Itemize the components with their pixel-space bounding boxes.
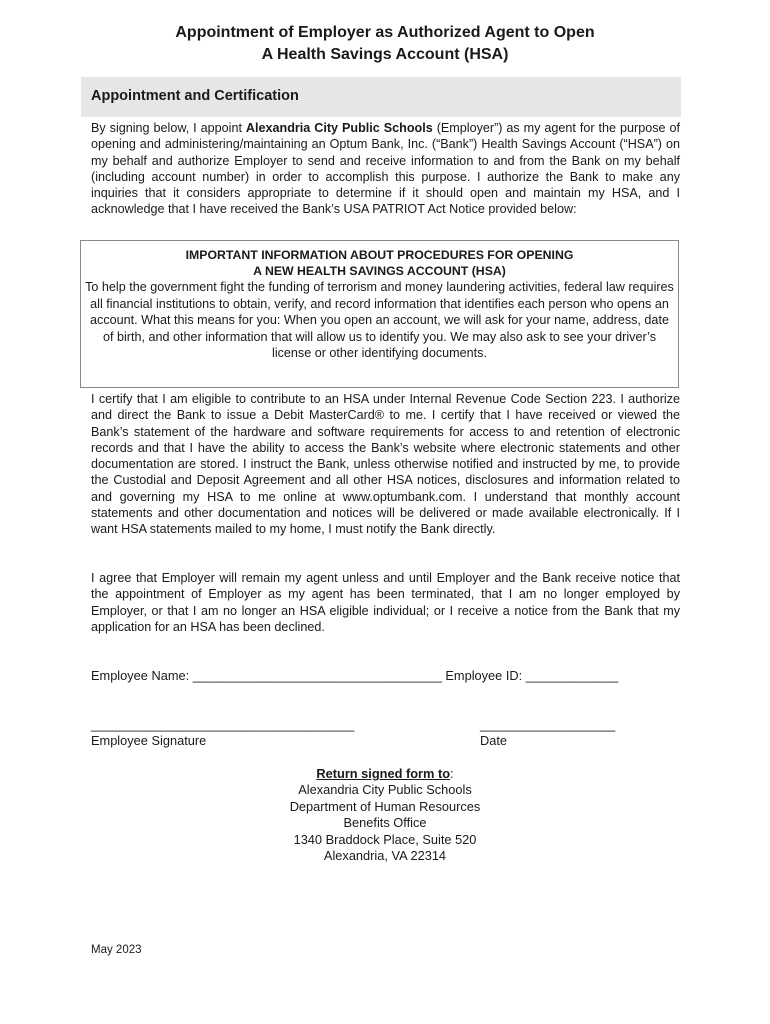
employee-name-label: Employee Name: bbox=[91, 668, 190, 683]
notice-heading-line-2: A NEW HEALTH SAVINGS ACCOUNT (HSA) bbox=[253, 264, 506, 278]
employer-name: Alexandria City Public Schools bbox=[245, 121, 433, 135]
revision-date: May 2023 bbox=[91, 944, 142, 956]
section-header-bar bbox=[81, 77, 681, 117]
return-colon: : bbox=[450, 766, 454, 781]
appointment-paragraph bbox=[91, 120, 680, 218]
return-address-block bbox=[180, 766, 590, 864]
agreement-paragraph: I agree that Employer will remain my agent unless and until Employer and the Bank receive notice that the appointment of Employer as my agent has been terminated, that I am no longer employed by Employer, or that I am no longer an HSA eligible individual; or I receive a notice from the Bank that my application for an HSA has been declined. bbox=[91, 571, 680, 634]
return-line-3: Benefits Office bbox=[343, 815, 427, 831]
notice-heading-line-1: IMPORTANT INFORMATION ABOUT PROCEDURES FOR OPENING bbox=[185, 248, 574, 262]
return-line-2: Department of Human Resources bbox=[289, 798, 481, 814]
date-input[interactable]: ___________________ bbox=[480, 717, 616, 732]
title-line-1: Appointment of Employer as Authorized Agent to Open bbox=[175, 24, 595, 41]
appointment-text-start: By signing below, I appoint bbox=[91, 121, 246, 135]
employee-id-label: Employee ID: bbox=[445, 668, 523, 683]
employee-name-input[interactable]: ___________________________________ bbox=[192, 668, 442, 683]
certification-paragraph: I certify that I am eligible to contribute to an HSA under Internal Revenue Code Section 223. I authorize and direct the Bank to issue a Debit MasterCard® to me. I certify that I have received or viewed the Bank’s statement of the hardware and software requirements for access to and retention of electronic records and that I have the ability to access the Bank’s website where electronic statements and other documentation are stored. I instruct the Bank, unless otherwise notified and instructed by me, to provide the Custodial and Deposit Agreement and all other HSA notices, disclosures and information related to and governing my HSA to me online at www.optumbank.com. I understand that monthly account statements and other documentation and notices will be delivered or made available electronically. If I want HSA statements mailed to my home, I must notify the Bank directly. bbox=[91, 392, 680, 537]
return-line-4: 1340 Braddock Place, Suite 520 bbox=[293, 831, 477, 847]
date-label: Date bbox=[480, 733, 508, 748]
notice-body: To help the government fight the funding of terrorism and money laundering activities, federal law requires all financial institutions to obtain, verify, and record information that identifies each person who opens an account. What this means for you: When you open an account, we will ask for your name, address, date of birth, and other information that will allow us to identify you. We may also ask to see your driver’s license or other identifying documents. bbox=[85, 280, 674, 360]
return-line-5: Alexandria, VA 22314 bbox=[323, 848, 447, 864]
document-title bbox=[80, 22, 690, 66]
return-heading bbox=[180, 766, 590, 782]
employee-name-row bbox=[91, 668, 618, 683]
signature-input[interactable]: _____________________________________ bbox=[91, 717, 355, 732]
title-line-2: A Health Savings Account (HSA) bbox=[261, 46, 509, 63]
employee-id-input[interactable]: _____________ bbox=[525, 668, 619, 683]
return-title: Return signed form to bbox=[316, 766, 451, 781]
signature-label: Employee Signature bbox=[91, 733, 207, 748]
return-line-1: Alexandria City Public Schools bbox=[298, 782, 472, 798]
notice-heading bbox=[81, 247, 678, 279]
appointment-text-end: (Employer”) as my agent for the purpose of opening and administering/maintaining an Optum Bank, Inc. (“Bank”) Health Savings Account (“HSA”) on my behalf and authorize Employer to send and receive information to and from the Bank on my behalf (including account number) in order to accomplish this purpose. I authorize the Bank to make any inquiries that it considers appropriate to determine if it should open and maintain my HSA, and I acknowledge that I have received the Bank’s USA PATRIOT Act Notice provided below: bbox=[91, 121, 680, 217]
patriot-act-notice-box bbox=[80, 240, 679, 388]
section-heading: Appointment and Certification bbox=[91, 88, 299, 104]
